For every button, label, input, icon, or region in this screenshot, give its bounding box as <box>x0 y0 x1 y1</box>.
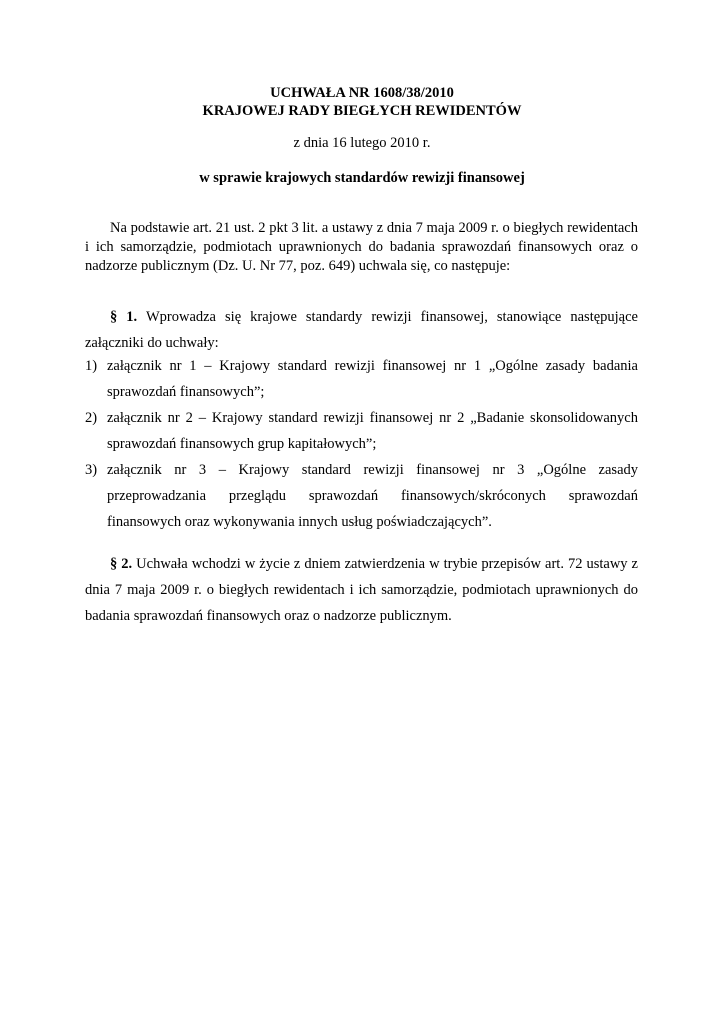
resolution-date: z dnia 16 lutego 2010 r. <box>293 135 431 151</box>
list-item <box>85 353 638 405</box>
resolution-number: UCHWAŁA NR 1608/38/2010 <box>270 85 454 101</box>
section-1 <box>85 304 638 356</box>
section-2 <box>85 551 638 629</box>
list-item-text: załącznik nr 1 – Krajowy standard rewizji finansowej nr 1 „Ogólne zasady badania sprawozdań finansowych”; <box>107 358 638 400</box>
section-1-text: Wprowadza się krajowe standardy rewizji finansowej, stanowiące następujące załączniki do uchwały: <box>85 309 638 351</box>
attachments-list <box>85 353 638 535</box>
list-item-number: 1) <box>85 358 98 374</box>
preamble: Na podstawie art. 21 ust. 2 pkt 3 lit. a ustawy z dnia 7 maja 2009 r. o biegłych rewidentach i ich samorządzie, podmiotach uprawnionych do badania sprawozdań finansowych oraz o nadzorze publicznym (Dz. U. Nr 77, poz. 649) uchwala się, co następuje: <box>85 220 638 274</box>
list-item-number: 2) <box>85 410 98 426</box>
section-2-text: Uchwała wchodzi w życie z dniem zatwierdzenia w trybie przepisów art. 72 ustawy z dnia 7 maja 2009 r. o biegłych rewidentach i ich samorządzie, podmiotach uprawnionych do badania sprawozdań finansowych oraz o nadzorze publicznym. <box>85 556 638 624</box>
list-item <box>85 405 638 457</box>
section-1-number: § 1. <box>110 309 138 325</box>
list-item-text: załącznik nr 2 – Krajowy standard rewizji finansowej nr 2 „Badanie skonsolidowanych sprawozdań finansowych grup kapitałowych”; <box>107 410 638 452</box>
list-item <box>85 457 638 535</box>
issuing-body: KRAJOWEJ RADY BIEGŁYCH REWIDENTÓW <box>202 103 522 119</box>
section-2-number: § 2. <box>110 556 133 572</box>
list-item-text: załącznik nr 3 – Krajowy standard rewizji finansowej nr 3 „Ogólne zasady przeprowadzania przeglądu sprawozdań finansowych/skróconych sprawozdań finansowych oraz wykonywania innych usług poświadczających”. <box>107 462 638 530</box>
resolution-subject: w sprawie krajowych standardów rewizji finansowej <box>199 170 525 186</box>
list-item-number: 3) <box>85 462 98 478</box>
